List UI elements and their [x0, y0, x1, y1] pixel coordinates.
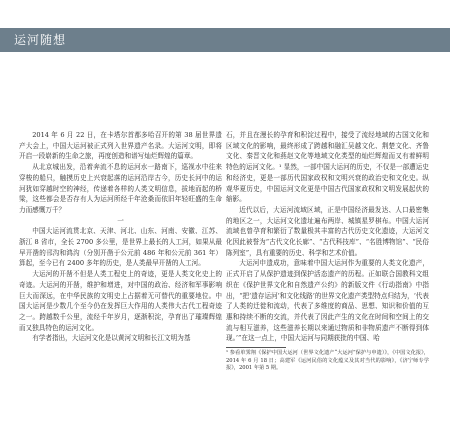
paragraph: 2014 年 6 月 22 日，在卡塔尔首都多哈召开的第 38 届世界遗产大会上，中国大运河被正式列入世界遗产名录。大运河文明，即将开启一段崭新的生命之旅，再度创造和谱写灿烂辉煌的篇章。 [19, 131, 222, 161]
paragraph: 大运河的开凿不但是人类工程史上的奇迹，更是人类文化史上的奇迹。大运河的开凿，维护和增进，对中国的政治、经济和军事影响巨大而深远，在中华民族的文明史上占据着无可替代的重要地位。中国大运河是少数几个至今仍在发挥巨大作用的人类伟大古代工程奇迹之一。跨越数千公里，流经千年岁月，逐渐积淀，孕育出了璀璨辉煌而又独具特色的运河文化。 [19, 270, 222, 332]
paragraph: 从北京城出发，沿着奔流不息的运河水一路南下，巡视水中往来穿梭的船只，触摸历史上兴衰起落的运河沿岸古今，历史长河中的运河犹如穿越时空的神经，传递着各样的人类文明信息，拔地而起的桥梁，这些都会是否存有人为运河所经千年沧桑而依旧年轻旺盛的生命力而感慨万千？ [19, 163, 222, 214]
paragraph: 大运河申遗成功，意味着中国大运河作为重要的人类文化遗产，正式开启了从保护遗迹到保护活态遗产的历程。正如联合国教科文组织在《保护世界文化和自然遗产公约》的新版文件《行动指南》中指出，“把‘遗存运河’和文化线路’的世界文化遗产类型特点归结为，‘代表了人类的迁徙和流动，代表了多维度的商品、思想、知识和价值的互惠和持续不断的交流，并代表了因此产生的文化在时间和空间上的交流与相互滋养，这些滋养长期以来通过物质和非物质遗产不断得到体现。’”在这一点上，中国大运河与同期获批的中国、哈 [226, 259, 429, 343]
paragraph: 石，并且在漫长的孕育和积淀过程中，接受了流经地域的古国文化和区域文化的影响，最终形成了跨越和融汇吴越文化、荆楚文化、齐鲁文化、秦晋文化和燕赵文化等地域文化类型的灿烂辉煌而又有着鲜明特色的运河文化。¹ 显然，一部中国大运河的历史，不仅是一部遭运史和经济史，更是一部历代国家政权和文明兴衰的政治史和文化史。纵观华夏历史，中国运河文化更是中国古代国家政权和文明发展起伏的缩影。 [226, 131, 429, 204]
header-band [0, 28, 450, 52]
section-number: 一 [117, 216, 124, 225]
page-title: 运河随想 [14, 33, 67, 47]
left-column [19, 130, 222, 344]
footnote: ¹ 参看单霁翔《保护中国大运河（世界文化遗产“大运河”保护与申遗）》，《中国文化报》，2014 年 6 月 18 日；高建军《运河民俗的文化蕴义及其对当代的影响》，《济宁师专学报》，2001 年第 5 期。 [226, 350, 429, 372]
right-column [226, 130, 429, 373]
footnote-divider [226, 347, 286, 348]
paragraph: 中国大运河流贯北京、天津、河北、山东、河南、安徽、江苏、浙江 8 省市，全长 2700 多公里，是世界上最长的人工河，如果从最早开凿的邗沟和鸿沟（分别开凿于公元前 486 年和公元前 361 年）算起，至今已有 2400 多年的历史，是人类最早开凿的人工河。 [19, 227, 222, 268]
paragraph: 近代以后，大运河流域区域，正是中国经济最发达、人口最密集的地区之一，大运河文化遗址遍布两岸、城镇星罗棋布。中国大运河流域也曾孕育和繁衍了数量极其丰富的古代历史文化遗迹，大运河文化因此被誉为“古代文化长廊”、“古代科技库”、“名胜博物馆”、“民俗陈列室”，具有重要的历史、科学和艺术价值。 [226, 205, 429, 257]
paragraph: 有学者指出，大运河文化是以黄河文明和长江文明为基 [32, 334, 191, 343]
